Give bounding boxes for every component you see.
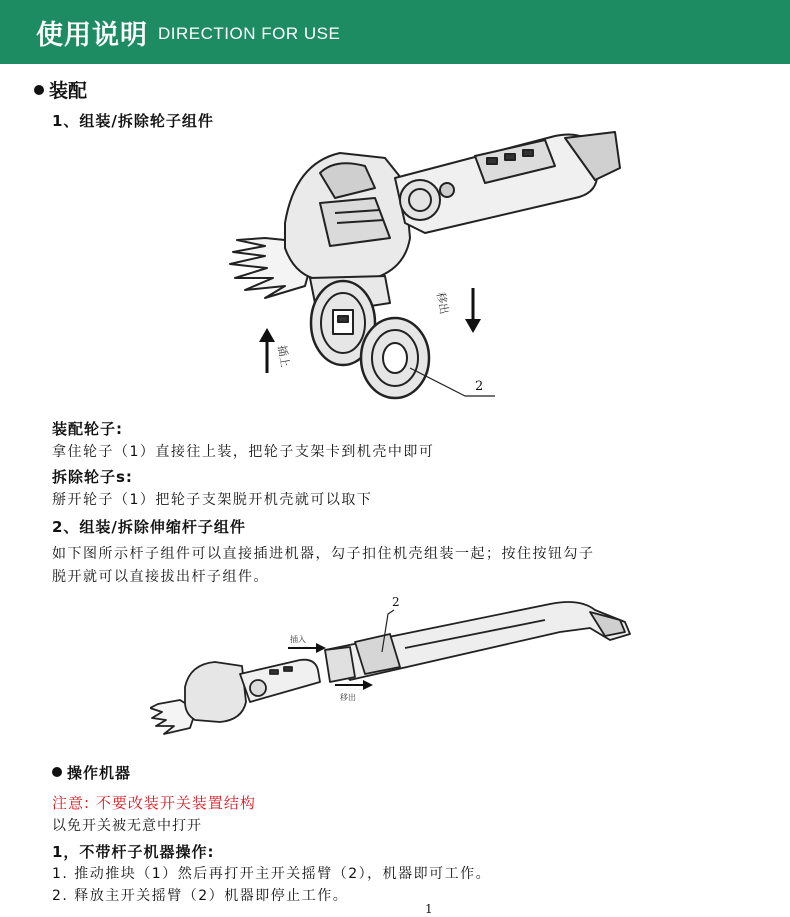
remove-wheel-text: 掰开轮子（1）把轮子支架脱开机壳就可以取下 bbox=[52, 492, 373, 508]
insert-label: 插上 bbox=[275, 344, 292, 369]
page-number: 1 bbox=[425, 902, 433, 916]
step2-text-line1: 如下图所示杆子组件可以直接插进机器，勾子扣住机壳组装一起；按住按钮勾子 bbox=[52, 546, 595, 562]
pole-assembly-figure bbox=[150, 592, 650, 740]
operation-heading-text: 操作机器 bbox=[67, 764, 132, 782]
warning-subtext: 以免开关被无意中打开 bbox=[52, 818, 202, 834]
assembly-heading-text: 装配 bbox=[49, 80, 88, 102]
fig2-callout-2: 2 bbox=[392, 595, 400, 609]
bullet-icon bbox=[34, 85, 44, 95]
step2-title: 2、组装/拆除伸缩杆子组件 bbox=[52, 518, 246, 536]
callout-2: 2 bbox=[475, 379, 484, 394]
operation-heading bbox=[52, 762, 131, 783]
warning-text: 注意: 不要改装开关装置结构 bbox=[52, 794, 256, 812]
wheel-assembly-figure bbox=[225, 128, 625, 410]
fig2-insert-label: 插入 bbox=[290, 635, 306, 644]
page-title-en: DIRECTION FOR USE bbox=[158, 24, 341, 43]
step1-title: 1、组装/拆除轮子组件 bbox=[52, 112, 214, 130]
op-step1-line1: 1. 推动推块（1）然后再打开主开关摇臂（2），机器即可工作。 bbox=[52, 866, 492, 882]
page-title: 使用说明 bbox=[36, 20, 148, 51]
op-step1-line2: 2. 释放主开关摇臂（2）机器即停止工作。 bbox=[52, 888, 349, 904]
fig2-remove-label: 移出 bbox=[340, 693, 356, 702]
step2-text-line2: 脱开就可以直接拔出杆子组件。 bbox=[52, 569, 269, 585]
assembly-heading bbox=[34, 76, 87, 103]
remove-label: 移出 bbox=[434, 291, 451, 316]
mount-wheel-title: 装配轮子: bbox=[52, 420, 123, 438]
bullet-icon bbox=[52, 767, 62, 777]
remove-wheel-title: 拆除轮子s: bbox=[52, 468, 133, 486]
header-bar bbox=[0, 0, 790, 64]
mount-wheel-text: 拿住轮子（1）直接往上装，把轮子支架卡到机壳中即可 bbox=[52, 444, 435, 460]
op-step1-title: 1，不带杆子机器操作: bbox=[52, 843, 215, 861]
